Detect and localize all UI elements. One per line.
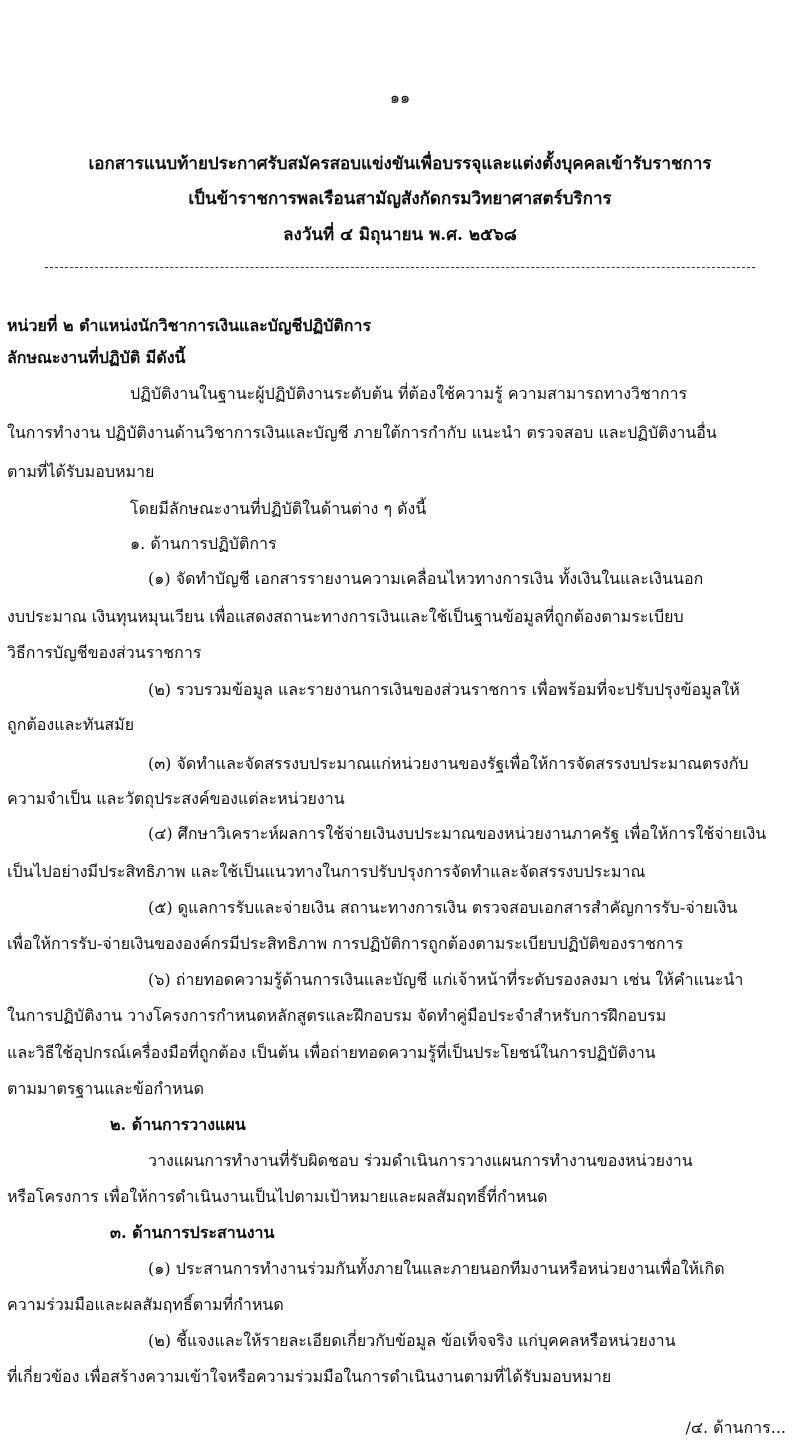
s1-item-2-line-2: ถูกต้องและทันสมัย xyxy=(7,715,135,734)
intro-line-2: ในการทำงาน ปฏิบัติงานด้านวิชาการเงินและบัญชี ภายใต้การกำกับ แนะนำ ตรวจสอบ และปฏิบัติงานอื่น xyxy=(7,423,717,442)
s3-item-1-line-1: (๑) ประสานการทำงานร่วมกันทั้งภายในและภายนอกทีมงานหรือหน่วยงานเพื่อให้เกิด xyxy=(148,1259,725,1278)
s2-line-2: หรือโครงการ เพื่อให้การดำเนินงานเป็นไปตามเป้าหมายและผลสัมฤทธิ์ที่กำหนด xyxy=(7,1187,548,1206)
s3-item-2-line-1: (๒) ชี้แจงและให้รายละเอียดเกี่ยวกับข้อมูล ข้อเท็จจริง แก่บุคคลหรือหน่วยงาน xyxy=(148,1331,676,1350)
s1-item-4-line-2: เป็นไปอย่างมีประสิทธิภาพ และใช้เป็นแนวทางในการปรับปรุงการจัดทำและจัดสรรงบประมาณ xyxy=(7,862,646,881)
s3-item-1-line-2: ความร่วมมือและผลสัมฤทธิ์ตามที่กำหนด xyxy=(7,1295,284,1314)
section-2-heading: ๒. ด้านการวางแผน xyxy=(110,1115,246,1134)
s2-line-1: วางแผนการทำงานที่รับผิดชอบ ร่วมดำเนินการวางแผนการทำงานของหน่วยงาน xyxy=(148,1151,693,1170)
s1-item-3-line-2: ความจำเป็น และวัตถุประสงค์ของแต่ละหน่วยงาน xyxy=(7,789,345,808)
page-number: ๑๑ xyxy=(389,88,411,107)
s1-item-6-line-1: (๖) ถ่ายทอดความรู้ด้านการเงินและบัญชี แก่เจ้าหน้าที่ระดับรองลงมา เช่น ให้คำแนะนำ xyxy=(148,970,744,989)
section-1-heading: ๑. ด้านการปฏิบัติการ xyxy=(130,534,277,553)
continuation-note: /๔. ด้านการ... xyxy=(685,1418,786,1437)
s1-item-1-line-3: วิธีการบัญชีของส่วนราชการ xyxy=(7,643,202,662)
s1-item-1-line-1: (๑) จัดทำบัญชี เอกสารรายงานความเคลื่อนไหวทางการเงิน ทั้งเงินในและเงินนอก xyxy=(148,569,704,588)
dashed-divider xyxy=(45,267,755,268)
s1-item-1-line-2: งบประมาณ เงินทุนหมุนเวียน เพื่อแสดงสถานะทางการเงินและใช้เป็นฐานข้อมูลที่ถูกต้องตามระเบียบ xyxy=(7,607,684,626)
unit-title: หน่วยที่ ๒ ตำแหน่งนักวิชาการเงินและบัญชีปฏิบัติการ xyxy=(7,316,372,335)
s3-item-2-line-2: ที่เกี่ยวข้อง เพื่อสร้างความเข้าใจหรือความร่วมมือในการดำเนินงานตามที่ได้รับมอบหมาย xyxy=(7,1367,612,1386)
s1-item-3-line-1: (๓) จัดทำและจัดสรรงบประมาณแก่หน่วยงานของรัฐเพื่อให้การจัดสรรงบประมาณตรงกับ xyxy=(148,754,749,773)
header-line-1: เอกสารแนบท้ายประกาศรับสมัครสอบแข่งขันเพื่อบรรจุและแต่งตั้งบุคคลเข้ารับราชการ xyxy=(88,154,712,174)
header-line-2: เป็นข้าราชการพลเรือนสามัญสังกัดกรมวิทยาศาสตร์บริการ xyxy=(188,189,612,209)
s1-item-2-line-1: (๒) รวบรวมข้อมูล และรายงานการเงินของส่วนราชการ เพื่อพร้อมที่จะปรับปรุงข้อมูลให้ xyxy=(148,680,740,699)
areas-intro: โดยมีลักษณะงานที่ปฏิบัติในด้านต่าง ๆ ดังนี้ xyxy=(130,499,427,518)
header-date-line: ลงวันที่ ๔ มิถุนายน พ.ศ. ๒๕๖๘ xyxy=(283,225,517,245)
section-3-heading: ๓. ด้านการประสานงาน xyxy=(110,1223,275,1242)
intro-line-1: ปฏิบัติงานในฐานะผู้ปฏิบัติงานระดับต้น ที่ต้องใช้ความรู้ ความสามารถทางวิชาการ xyxy=(130,384,688,403)
s1-item-4-line-1: (๔) ศึกษาวิเคราะห์ผลการใช้จ่ายเงินงบประมาณของหน่วยงานภาครัฐ เพื่อให้การใช้จ่ายเงิน xyxy=(148,824,767,843)
s1-item-5-line-2: เพื่อให้การรับ-จ่ายเงินขององค์กรมีประสิทธิภาพ การปฏิบัติการถูกต้องตามระเบียบปฏิบัติของราชการ xyxy=(7,934,684,953)
s1-item-6-line-3: และวิธีใช้อุปกรณ์เครื่องมือที่ถูกต้อง เป็นต้น เพื่อถ่ายทอดความรู้ที่เป็นประโยชน์ในการปฏิบัติงาน xyxy=(7,1043,656,1062)
s1-item-6-line-4: ตามมาตรฐานและข้อกำหนด xyxy=(7,1079,204,1098)
duties-heading: ลักษณะงานที่ปฏิบัติ มีดังนี้ xyxy=(7,348,186,367)
s1-item-5-line-1: (๕) ดูแลการรับและจ่ายเงิน สถานะทางการเงิน ตรวจสอบเอกสารสำคัญการรับ-จ่ายเงิน xyxy=(148,898,738,917)
intro-line-3: ตามที่ได้รับมอบหมาย xyxy=(7,462,155,481)
s1-item-6-line-2: ในการปฏิบัติงาน วางโครงการกำหนดหลักสูตรและฝึกอบรม จัดทำคู่มือประจำสำหรับการฝึกอบรม xyxy=(7,1006,667,1025)
